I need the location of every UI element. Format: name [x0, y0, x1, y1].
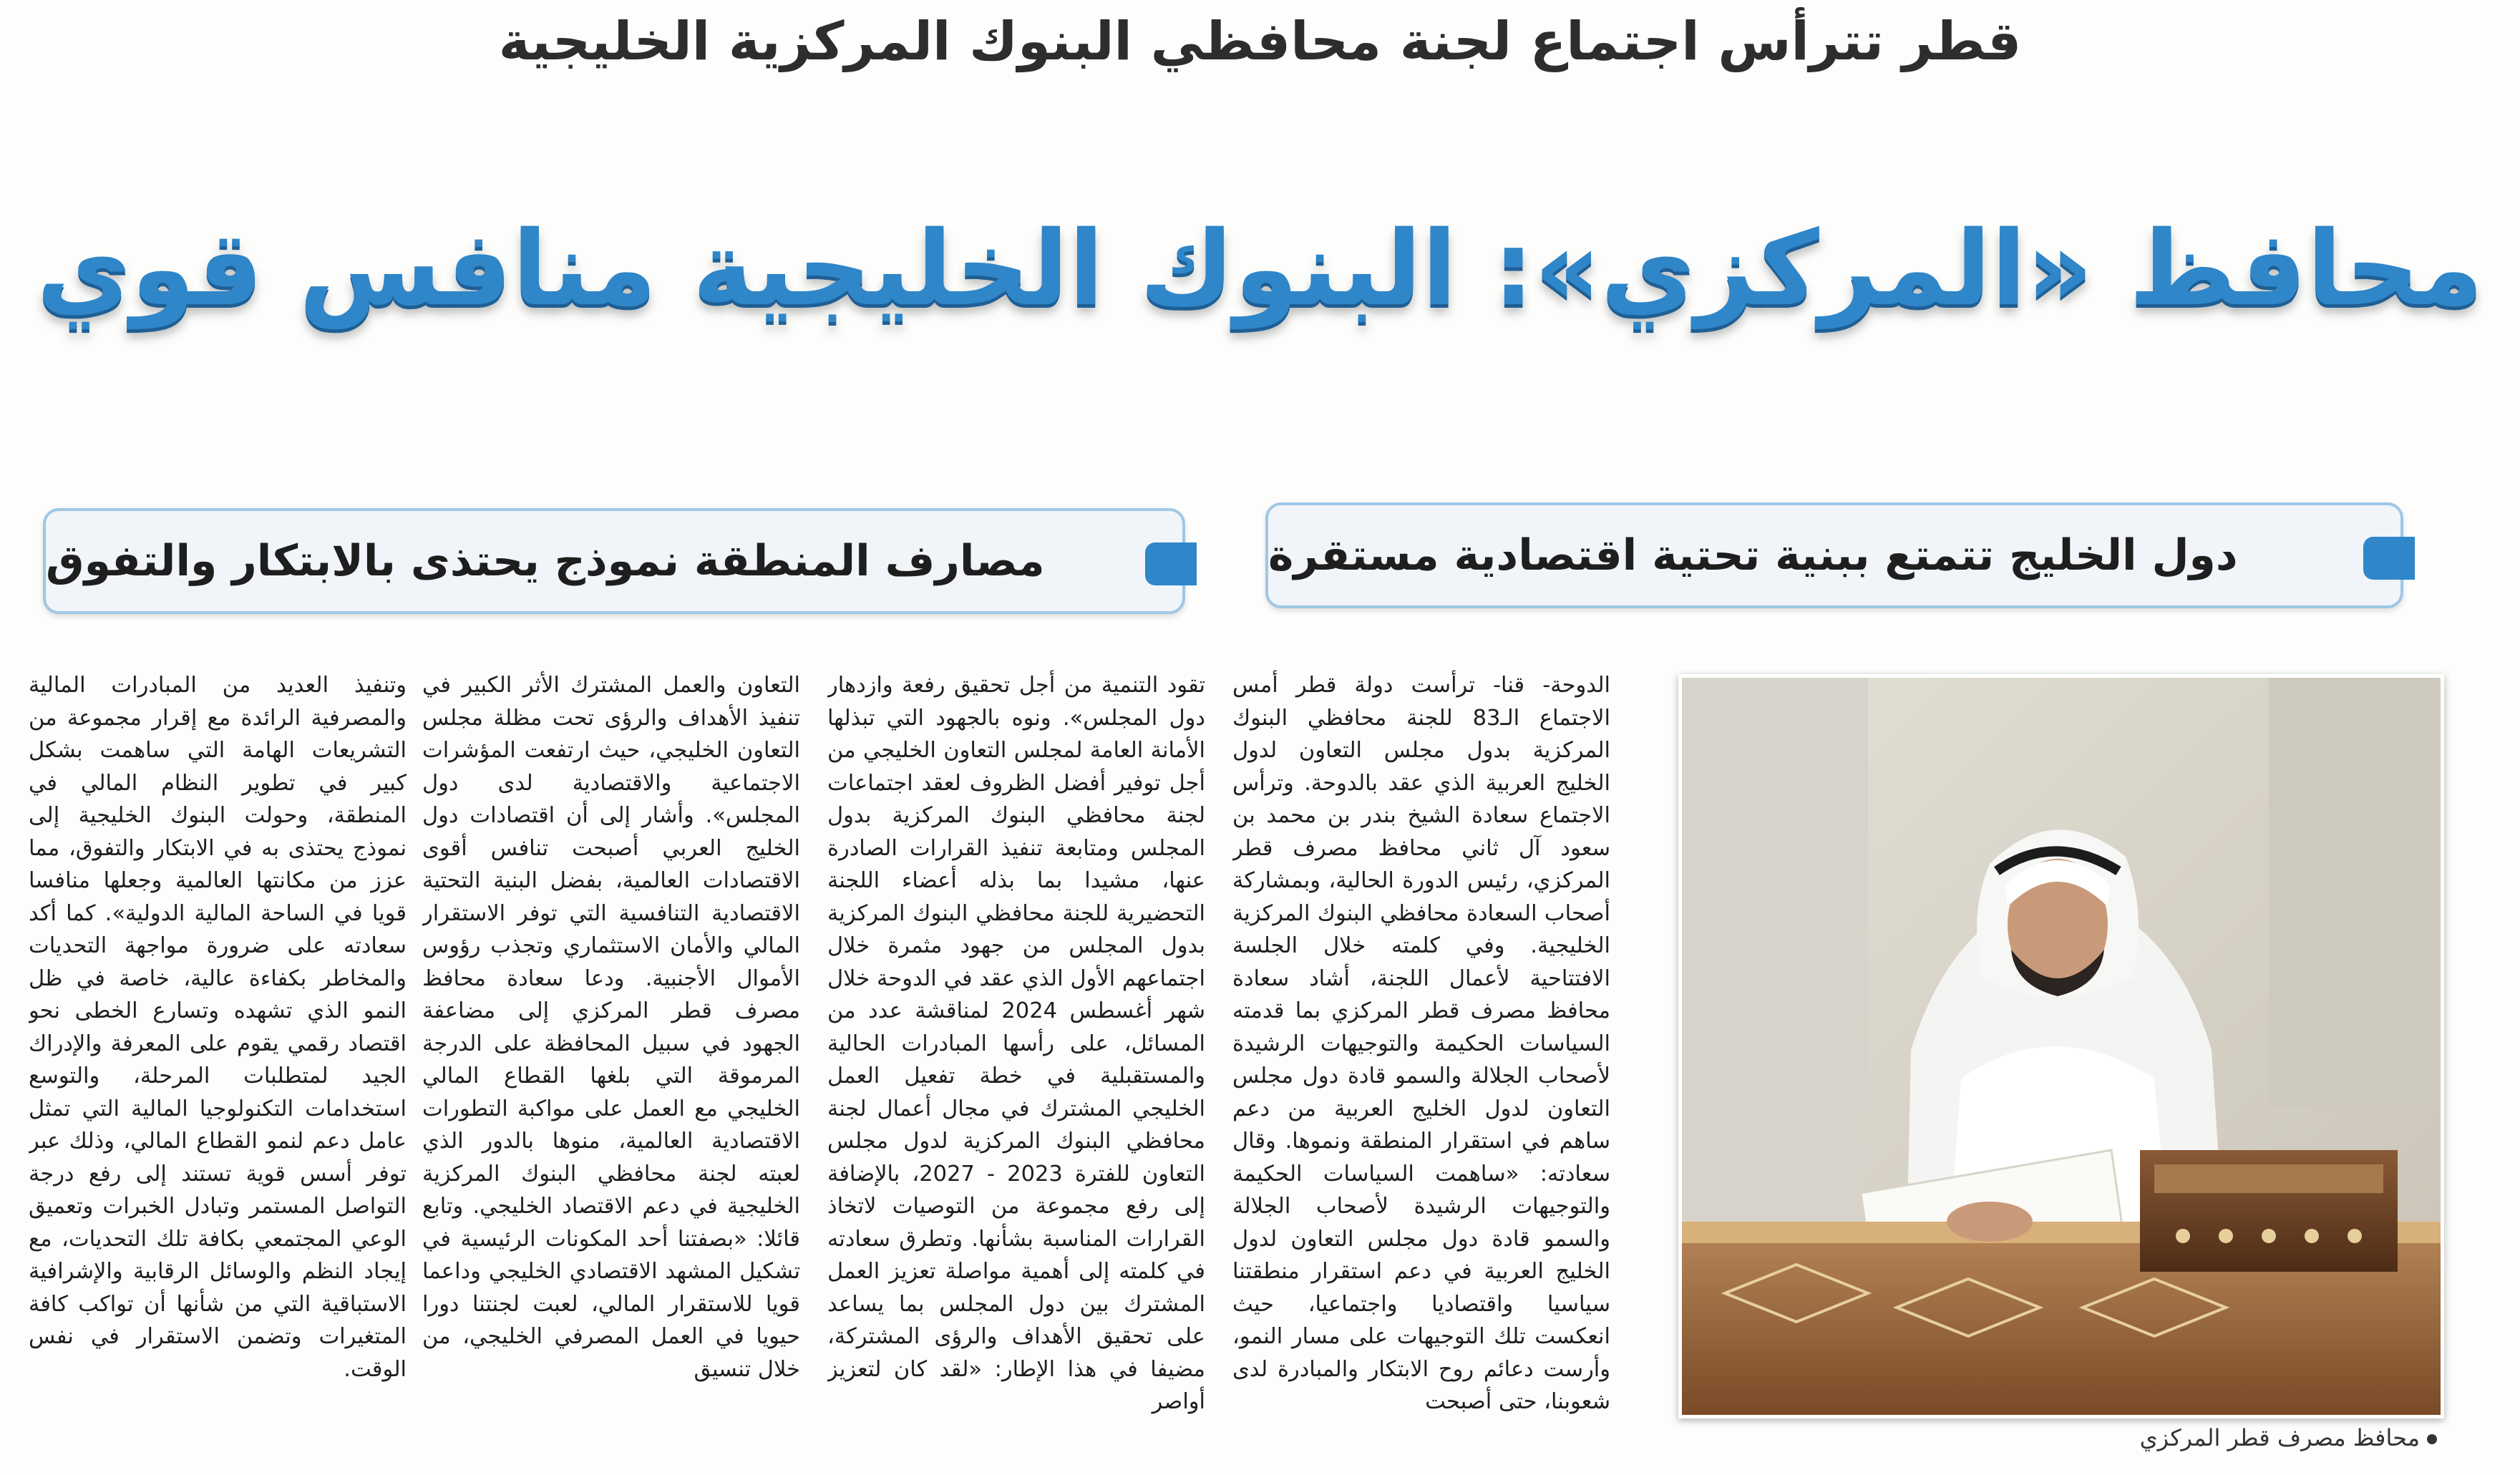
article-column-3 — [422, 669, 800, 1475]
subhead-left: مصارف المنطقة نموذج يحتذى بالابتكار والتفوق — [46, 536, 1045, 586]
article-column-1 — [1232, 669, 1610, 1475]
subhead-right-box — [1265, 502, 2403, 608]
main-headline: محافظ «المركزي»: البنوك الخليجية منافس قوي — [37, 208, 2483, 328]
caption-text: محافظ مصرف قطر المركزي — [2139, 1424, 2420, 1451]
subhead-right: دول الخليج تتمتع ببنية تحتية اقتصادية مستقرة — [1268, 530, 2238, 580]
photo-caption — [1678, 1424, 2437, 1451]
column-text: وتنفيذ العديد من المبادرات المالية والمصرفية الرائدة مع إقرار مجموعة من التشريعات الهامة التي ساهمت بشكل كبير في تطوير النظام المالي في المنطقة، وحولت البنوك الخليجية إلى نموذج يحتذى به في الابتكار والتفوق، مما عزز من مكانتها العالمية وجعلها منافسا قويا في الساحة المالية الدولية». كما أكد سعادته على ضرورة مواجهة التحديات والمخاطر بكفاءة عالية، خاصة في ظل النمو الذي تشهده وتسارع الخطى نحو اقتصاد رقمي يقوم على المعرفة والإدراك الجيد لمتطلبات المرحلة، والتوسع استخدامات التكنولوجيا المالية التي تمثل عامل دعم لنمو القطاع المالي، وذلك عبر توفر أسس قوية تستند إلى رفع درجة التواصل المستمر وتبادل الخبرات وتعميق الوعي المجتمعي بكافة تلك التحديات، مع إيجاد النظم والوسائل الرقابية والإشرافية الاستباقية التي من شأنها أن تواكب كافة المتغيرات وتضمن الاستقرار في نفس الوقت. — [29, 673, 407, 1382]
subhead-marker-icon — [1145, 542, 1197, 585]
column-text: التعاون والعمل المشترك الأثر الكبير في تنفيذ الأهداف والرؤى تحت مظلة مجلس التعاون الخليجي، حيث ارتفعت المؤشرات الاجتماعية والاقتصادية لدى دول المجلس». وأشار إلى أن اقتصادات دول الخليج العربي أصبحت تنافس أقوى الاقتصادات العالمية، بفضل البنية التحتية الاقتصادية التنافسية التي توفر الاستقرار المالي والأمان الاستثماري وتجذب رؤوس الأموال الأجنبية. ودعا سعادة محافظ مصرف قطر المركزي إلى مضاعفة الجهود في سبيل المحافظة على الدرجة المرموقة التي بلغها القطاع المالي الخليجي مع العمل على مواكبة التطورات الاقتصادية العالمية، منوها بالدور الذي لعبته لجنة محافظي البنوك المركزية الخليجية في دعم الاقتصاد الخليجي. وتابع قائلا: «بصفتنا أحد المكونات الرئيسية في تشكيل المشهد الاقتصادي الخليجي وداعما قويا للاستقرار المالي، لعبت لجنتنا دورا حيويا في العمل المصرفي الخليجي، من خلال تنسيق — [422, 673, 800, 1382]
subhead-left-box — [43, 508, 1185, 614]
subhead-marker-icon — [2363, 537, 2415, 580]
article-column-2 — [827, 669, 1205, 1475]
article-column-4 — [29, 669, 407, 1475]
kicker-title: قطر تترأس اجتماع لجنة محافظي البنوك المركزية الخليجية — [498, 11, 2022, 72]
governor-photo — [1678, 674, 2444, 1418]
caption-bullet-icon — [2427, 1434, 2437, 1444]
column-text: تقود التنمية من أجل تحقيق رفعة وازدهار دول المجلس». ونوه بالجهود التي تبذلها الأمانة العامة لمجلس التعاون الخليجي من أجل توفير أفضل الظروف لعقد اجتماعات لجنة محافظي البنوك المركزية بدول المجلس ومتابعة تنفيذ القرارات الصادرة عنها، مشيدا بما بذله أعضاء اللجنة التحضيرية للجنة محافظي البنوك المركزية بدول المجلس من جهود مثمرة خلال اجتماعهم الأول الذي عقد في الدوحة خلال شهر أغسطس 2024 لمناقشة عدد من المسائل، على رأسها المبادرات الحالية والمستقبلية في خطة تفعيل العمل الخليجي المشترك في مجال أعمال لجنة محافظي البنوك المركزية لدول مجلس التعاون للفترة 2023 - 2027، بالإضافة إلى رفع مجموعة من التوصيات لاتخاذ القرارات المناسبة بشأنها. وتطرق سعادته في كلمته إلى أهمية مواصلة تعزيز العمل المشترك بين دول المجلس بما يساعد على تحقيق الأهداف والرؤى المشتركة، مضيفا في هذا الإطار: «لقد كان لتعزيز أواصر — [827, 673, 1205, 1414]
column-text: الدوحة- قنا- ترأست دولة قطر أمس الاجتماع الـ83 للجنة محافظي البنوك المركزية بدول مجلس التعاون لدول الخليج العربية الذي عقد بالدوحة. وترأس الاجتماع سعادة الشيخ بندر بن محمد بن سعود آل ثاني محافظ مصرف قطر المركزي، رئيس الدورة الحالية، وبمشاركة أصحاب السعادة محافظي البنوك المركزية الخليجية. وفي كلمته خلال الجلسة الافتتاحية لأعمال اللجنة، أشاد سعادة محافظ مصرف قطر المركزي بما قدمته السياسات الحكيمة والتوجيهات الرشيدة لأصحاب الجلالة والسمو قادة دول مجلس التعاون لدول الخليج العربية من دعم ساهم في استقرار المنطقة ونموها. وقال سعادته: «ساهمت السياسات الحكيمة والتوجيهات الرشيدة لأصحاب الجلالة والسمو قادة دول مجلس التعاون لدول الخليج العربية في دعم استقرار منطقتنا سياسيا واقتصاديا واجتماعيا، حيث انعكست تلك التوجيهات على مسار النمو، وأرست دعائم روح الابتكار والمبادرة لدى شعوبنا، حتى أصبحت — [1232, 673, 1610, 1414]
governor-photo-illustration — [1682, 678, 2441, 1415]
